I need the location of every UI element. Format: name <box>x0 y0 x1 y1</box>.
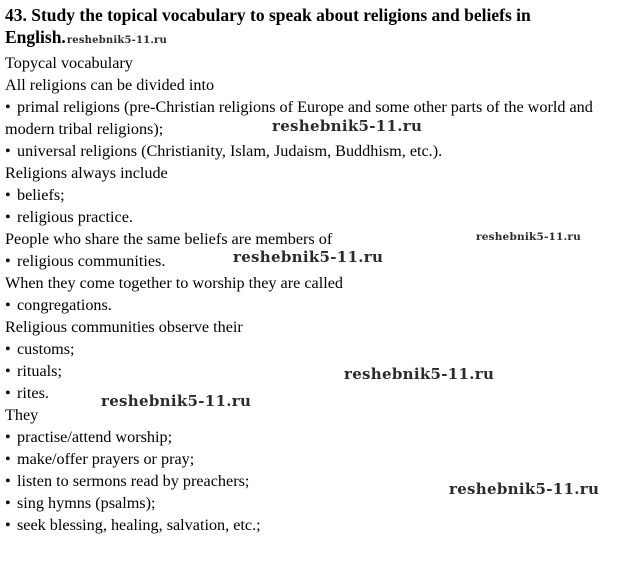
bullet-item <box>5 294 617 316</box>
bullet-icon: • <box>5 296 11 314</box>
bullet-icon: • <box>5 428 11 446</box>
bullet-icon: • <box>5 384 11 402</box>
watermark: reshebnik5-11.ru <box>476 231 581 243</box>
watermark: reshebnik5-11.ru <box>344 365 495 383</box>
text-line-content: People who share the same beliefs are members of <box>5 230 333 248</box>
bullet-item-text: seek blessing, healing, salvation, etc.; <box>17 516 261 534</box>
bullet-icon: • <box>5 252 11 270</box>
watermark: reshebnik5-11.ru <box>233 248 384 266</box>
bullet-icon: • <box>5 472 11 490</box>
bullet-item-text: rites. <box>17 384 49 402</box>
text-line <box>5 404 617 426</box>
watermark: reshebnik5-11.ru <box>272 117 423 135</box>
text-line <box>5 162 617 184</box>
watermark: reshebnik5-11.ru <box>449 480 600 498</box>
bullet-item-text: rituals; <box>17 362 62 380</box>
text-line-content: Religious communities observe their <box>5 318 243 336</box>
exercise-heading <box>5 4 617 52</box>
text-line <box>5 74 617 96</box>
bullet-icon: • <box>5 142 11 160</box>
bullet-item-text: religious practice. <box>17 208 133 226</box>
text-line <box>5 316 617 338</box>
bullet-item-text: beliefs; <box>17 186 65 204</box>
bullet-icon: • <box>5 362 11 380</box>
bullet-icon: • <box>5 516 11 534</box>
text-line <box>5 272 617 294</box>
bullet-item <box>5 426 617 448</box>
text-line-content: When they come together to worship they are called <box>5 274 344 292</box>
inline-watermark: reshebnik5-11.ru <box>66 35 167 46</box>
bullet-icon: • <box>5 186 11 204</box>
bullet-item <box>5 448 617 470</box>
bullet-item <box>5 184 617 206</box>
bullet-icon: • <box>5 494 11 512</box>
bullet-item-text: make/offer prayers or pray; <box>17 450 195 468</box>
bullet-icon: • <box>5 340 11 358</box>
exercise-title-end-wrap <box>5 27 167 47</box>
bullet-item-text: sing hymns (psalms); <box>17 494 156 512</box>
bullet-icon: • <box>5 98 11 116</box>
bullet-item-text: religious communities. <box>17 252 166 270</box>
bullet-item-text: customs; <box>17 340 75 358</box>
text-line-content: They <box>5 406 39 424</box>
bullet-item <box>5 382 617 404</box>
bullet-item-text: practise/attend worship; <box>17 428 173 446</box>
bullet-icon: • <box>5 208 11 226</box>
document-page <box>5 4 617 536</box>
bullet-item-text: congregations. <box>17 296 112 314</box>
text-line-content: Topycal vocabulary <box>5 54 133 72</box>
bullet-icon: • <box>5 450 11 468</box>
bullet-item-text: primal religions (pre-Christian religions of Europe and some other parts of the world and modern tribal religions); <box>5 98 593 138</box>
bullet-item <box>5 360 617 382</box>
text-line-content: All religions can be divided into <box>5 76 215 94</box>
bullet-item-text: listen to sermons read by preachers; <box>17 472 250 490</box>
text-line <box>5 52 617 74</box>
bullet-item <box>5 206 617 228</box>
bullet-item-text: universal religions (Christianity, Islam, Judaism, Buddhism, etc.). <box>17 142 443 160</box>
text-line-content: Religions always include <box>5 164 168 182</box>
exercise-title-end: English. <box>5 27 66 47</box>
bullet-item <box>5 338 617 360</box>
bullet-item <box>5 514 617 536</box>
bullet-item <box>5 140 617 162</box>
exercise-title: 43. Study the topical vocabulary to speak about religions and beliefs in <box>5 5 531 25</box>
watermark: reshebnik5-11.ru <box>101 392 252 410</box>
